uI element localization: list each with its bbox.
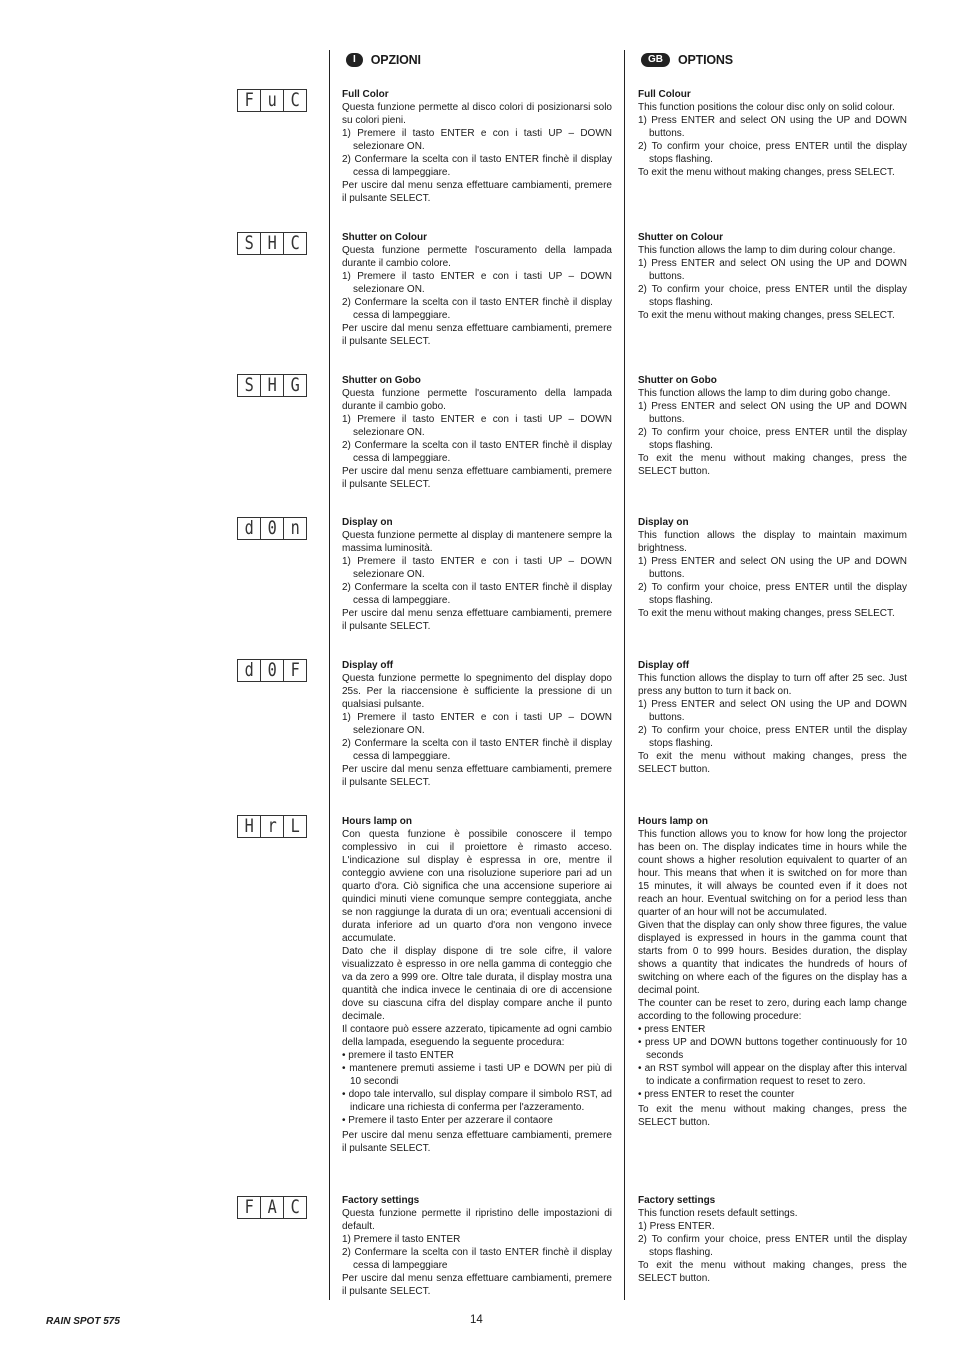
bullet-item: • mantenere premuti assieme i tasti UP e DOWN per più di 10 secondi [342, 1063, 612, 1087]
page-number: 14 [470, 1314, 483, 1326]
bullet-item: • dopo tale intervallo, sul display compare il simbolo RST, ad indicare una richiesta di conferma per l'azzeramento. [342, 1089, 612, 1113]
display-digit: H [260, 232, 284, 255]
step: 2) To confirm your choice, press ENTER until the display stops flashing. [638, 141, 907, 165]
exit-note: Per uscire dal menu senza effettuare cambiamenti, premere il pulsante SELECT. [342, 1273, 612, 1297]
section-title: Factory settings [342, 1195, 420, 1206]
section-intro: Questa funzione permette al display di mantenere sempre la massima luminosità. [342, 530, 612, 554]
paragraph: Given that the display can only show three figures, the value displayed is expressed in hours in the gamma count that starts from 0 to 999 hours. Besides duration, the display shows a quantity that indicates the hundreds of hours of switching on where each of the figures on the display has a decimal point. [638, 920, 907, 996]
exit-note: To exit the menu without making changes, press the SELECT button. [638, 453, 907, 477]
display-digit: 0 [260, 659, 284, 682]
section-title: Display off [342, 660, 394, 671]
step: 2) Confermare la scelta con il tasto ENTER finchè il display cessa di lampeggiare. [342, 297, 612, 321]
display-digit: H [237, 815, 261, 838]
step: 2) Confermare la scelta con il tasto ENTER finchè il display cessa di lampeggiare. [342, 582, 612, 606]
it-hours-lamp [342, 815, 612, 1155]
step: 1) Premere il tasto ENTER [342, 1234, 461, 1245]
display-digit: F [283, 659, 307, 682]
it-shutter-gobo [342, 374, 612, 491]
paragraph: Il contaore può essere azzerato, tipicamente ad ogni cambio della lampada, eseguendo la seguente procedura: [342, 1024, 612, 1048]
en-factory-settings [638, 1194, 907, 1285]
step: 1) Premere il tasto ENTER e con i tasti UP – DOWN selezionare ON. [342, 271, 612, 295]
exit-note: Per uscire dal menu senza effettuare cambiamenti, premere il pulsante SELECT. [342, 323, 612, 347]
it-shutter-colour [342, 231, 612, 348]
exit-note: Per uscire dal menu senza effettuare cambiamenti, premere il pulsante SELECT. [342, 466, 612, 490]
step: 2) To confirm your choice, press ENTER until the display stops flashing. [638, 427, 907, 451]
exit-note: Per uscire dal menu senza effettuare cambiamenti, premere il pulsante SELECT. [342, 764, 612, 788]
section-intro: Questa funzione permette il ripristino delle impostazioni di default. [342, 1208, 612, 1232]
display-digit: C [283, 89, 307, 112]
paragraph: Dato che il display dispone di tre sole cifre, il valore visualizzato è espresso in ore nella gamma di conteggio che va da zero a 999 ore. Oltre tale durata, il display mostra una quantità che indica invece le centinaia di ore di accensione dove su ciascuna cifra del display compare anche il punto decimale. [342, 946, 612, 1022]
section-intro: Questa funzione permette l'oscuramento della lampada durante il cambio gobo. [342, 388, 612, 412]
bullet-item: • press ENTER [638, 1024, 706, 1035]
display-code-hours-lamp [237, 815, 306, 838]
step: 1) Press ENTER and select ON using the UP and DOWN buttons. [638, 115, 907, 139]
english-language-badge: GB [641, 53, 670, 67]
display-digit: u [260, 89, 284, 112]
display-digit: S [237, 374, 261, 397]
italian-language-badge: I [346, 53, 363, 67]
step: 1) Premere il tasto ENTER e con i tasti UP – DOWN selezionare ON. [342, 414, 612, 438]
exit-note: Per uscire dal menu senza effettuare cambiamenti, premere il pulsante SELECT. [342, 1130, 612, 1154]
en-display-off [638, 659, 907, 776]
step: 2) To confirm your choice, press ENTER until the display stops flashing. [638, 582, 907, 606]
section-intro: This function allows the display to maintain maximum brightness. [638, 530, 907, 554]
section-intro: Questa funzione permette lo spegnimento del display dopo 25s. Per la riaccensione è sufficiente la pressione di un qualsiasi pulsante. [342, 673, 612, 710]
step: 2) Confermare la scelta con il tasto ENTER finchè il display cessa di lampeggiare. [342, 154, 612, 178]
exit-note: To exit the menu without making changes, press the SELECT button. [638, 1260, 907, 1284]
step: 2) Confermare la scelta con il tasto ENTER finchè il display cessa di lampeggiare. [342, 440, 612, 464]
section-title: Hours lamp on [638, 816, 709, 827]
en-shutter-colour [638, 231, 907, 322]
step: 1) Press ENTER and select ON using the UP and DOWN buttons. [638, 699, 907, 723]
display-digit: n [283, 517, 307, 540]
it-factory-settings [342, 1194, 612, 1298]
bullet-item: • Premere il tasto Enter per azzerare il contaore [342, 1115, 553, 1126]
paragraph: This function allows you to know for how long the projector has been on. The display indicates time in hours while the count shows a higher resolution equivalent to quarter of an hour. This means that when it is switched on for more than 15 minutes, it will always be counted even if it does not reach an hour. Eventual switching on for a period less than quarter of an hour will not be accumulated. [638, 829, 907, 918]
exit-note: To exit the menu without making changes, press SELECT. [638, 310, 895, 321]
step: 1) Premere il tasto ENTER e con i tasti UP – DOWN selezionare ON. [342, 712, 612, 736]
section-title: Display on [342, 517, 393, 528]
display-digit: A [260, 1196, 284, 1219]
exit-note: Per uscire dal menu senza effettuare cambiamenti, premere il pulsante SELECT. [342, 608, 612, 632]
footer-model-name: RAIN SPOT 575 [46, 1316, 120, 1327]
step: 1) Press ENTER and select ON using the UP and DOWN buttons. [638, 401, 907, 425]
step: 2) To confirm your choice, press ENTER until the display stops flashing. [638, 1234, 907, 1258]
section-title: Full Colour [638, 89, 691, 100]
it-display-off [342, 659, 612, 789]
section-title: Shutter on Colour [638, 232, 723, 243]
it-full-colour [342, 88, 612, 205]
display-digit: C [283, 232, 307, 255]
display-digit: d [237, 517, 261, 540]
display-digit: 0 [260, 517, 284, 540]
exit-note: To exit the menu without making changes, press SELECT. [638, 167, 895, 178]
section-intro: This function allows the lamp to dim during colour change. [638, 245, 896, 256]
step: 1) Premere il tasto ENTER e con i tasti UP – DOWN selezionare ON. [342, 556, 612, 580]
section-title: Display off [638, 660, 690, 671]
display-code-shutter-colour [237, 232, 306, 255]
display-code-factory-settings [237, 1196, 306, 1219]
step: 1) Press ENTER. [638, 1221, 715, 1232]
column-divider-right [624, 50, 625, 1300]
section-intro: This function allows the display to turn off after 25 sec. Just press any button to turn it back on. [638, 673, 907, 697]
section-title: Shutter on Gobo [638, 375, 717, 386]
paragraph: The counter can be reset to zero, during each lamp change according to the following procedure: [638, 998, 907, 1022]
section-title: Full Color [342, 89, 389, 100]
step: 1) Press ENTER and select ON using the UP and DOWN buttons. [638, 258, 907, 282]
display-code-display-on [237, 517, 306, 540]
column-divider-left [329, 50, 330, 1300]
en-hours-lamp [638, 815, 907, 1129]
en-display-on [638, 516, 907, 620]
step: 1) Press ENTER and select ON using the UP and DOWN buttons. [638, 556, 907, 580]
display-digit: F [237, 1196, 261, 1219]
display-digit: F [237, 89, 261, 112]
section-intro: Questa funzione permette l'oscuramento della lampada durante il cambio colore. [342, 245, 612, 269]
exit-note: To exit the menu without making changes, press the SELECT button. [638, 751, 907, 775]
italian-column-heading [346, 53, 421, 67]
display-digit: L [283, 815, 307, 838]
section-intro: Questa funzione permette al disco colori di posizionarsi solo su colori pieni. [342, 102, 612, 126]
bullet-item: • an RST symbol will appear on the display after this interval to indicate a confirmation request to reset to zero. [638, 1063, 907, 1087]
section-title: Factory settings [638, 1195, 716, 1206]
step: 2) Confermare la scelta con il tasto ENTER finchè il display cessa di lampeggiare [342, 1247, 612, 1271]
en-full-colour [638, 88, 907, 179]
step: 2) To confirm your choice, press ENTER until the display stops flashing. [638, 284, 907, 308]
it-display-on [342, 516, 612, 633]
section-title: Shutter on Gobo [342, 375, 421, 386]
display-digit: G [283, 374, 307, 397]
display-digit: H [260, 374, 284, 397]
display-digit: C [283, 1196, 307, 1219]
section-title: Hours lamp on [342, 816, 413, 827]
display-code-shutter-gobo [237, 374, 306, 397]
section-title: Display on [638, 517, 689, 528]
bullet-item: • press ENTER to reset the counter [638, 1089, 795, 1100]
exit-note: To exit the menu without making changes, press SELECT. [638, 608, 895, 619]
display-digit: r [260, 815, 284, 838]
english-column-heading [641, 53, 733, 67]
section-intro: This function positions the colour disc only on solid colour. [638, 102, 895, 113]
section-title: Shutter on Colour [342, 232, 427, 243]
exit-note: To exit the menu without making changes, press the SELECT button. [638, 1104, 907, 1128]
display-code-display-off [237, 659, 306, 682]
step: 2) Confermare la scelta con il tasto ENTER finchè il display cessa di lampeggiare. [342, 738, 612, 762]
bullet-item: • press UP and DOWN buttons together continuously for 10 seconds [638, 1037, 907, 1061]
en-shutter-gobo [638, 374, 907, 478]
section-intro: This function allows the lamp to dim during gobo change. [638, 388, 891, 399]
section-intro: This function resets default settings. [638, 1208, 798, 1219]
display-digit: S [237, 232, 261, 255]
english-heading-title: OPTIONS [678, 53, 733, 67]
step: 2) To confirm your choice, press ENTER until the display stops flashing. [638, 725, 907, 749]
step: 1) Premere il tasto ENTER e con i tasti UP – DOWN selezionare ON. [342, 128, 612, 152]
italian-heading-title: OPZIONI [370, 53, 421, 67]
exit-note: Per uscire dal menu senza effettuare cambiamenti, premere il pulsante SELECT. [342, 180, 612, 204]
display-code-full-colour [237, 89, 306, 112]
display-digit: d [237, 659, 261, 682]
bullet-item: • premere il tasto ENTER [342, 1050, 454, 1061]
paragraph: Con questa funzione è possibile conoscere il tempo complessivo in cui il proiettore è rimasto acceso. L'indicazione sul display è espressa in ore, mentre il conteggio avviene con una risoluzione superiore pari ad un quarto d'ora. Ciò significa che una accensione superiore ai quindici minuti viene comunque sempre conteggiata, anche se non raggiunge la durata di un ora; eventuali accensioni di durata inferiore ad un quarto d'ora non vengono invece accumulate. [342, 829, 612, 944]
